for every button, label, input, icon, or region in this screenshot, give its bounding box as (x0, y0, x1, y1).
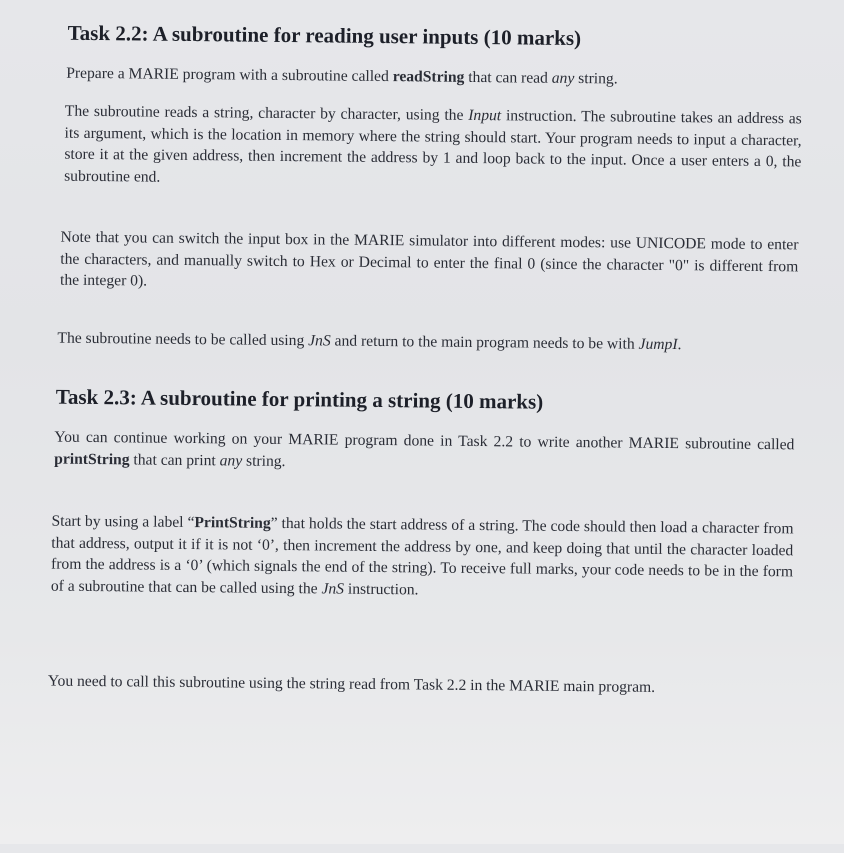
task-2-2-paragraph-1 (66, 63, 618, 90)
text-run: instruction. The subroutine takes an address as its argument, which is the location in memory where the string should start. Your program needs to input a character, store it at the given address, then increment the address by 1 and loop back to the input. Once a user enters a 0, the subroutine end. (64, 107, 802, 186)
task-2-2-paragraph-2 (64, 101, 802, 195)
text-run: The subroutine reads a string, character by character, using the (64, 102, 469, 124)
task-2-3-paragraph-1 (54, 427, 794, 478)
task-2-2-paragraph-4 (57, 328, 681, 356)
text-run: instruction. (343, 580, 419, 598)
text-run: Start by using a label “ (51, 512, 195, 532)
emphasis-any: any (551, 69, 575, 88)
task-2-2-title: Task 2.2: A subroutine for reading user inputs (10 marks) (67, 20, 582, 51)
readstring-keyword: readString (392, 68, 465, 86)
printstring-keyword: printString (54, 450, 130, 468)
text-run: . (677, 336, 682, 354)
input-instruction: Input (468, 106, 502, 125)
text-run: ” that holds the start address of a string. The code should then load a character from that address, output it if it is not ‘0’, then increment the address by one, and keep doing that until the character loaded from the address is a ‘0’ (which signals the end of the string). To receive full marks, your code needs to be in the form of a subroutine that can be called using the (50, 514, 794, 597)
text-run: You can continue working on your MARIE program done in Task 2.2 to write another MARIE subroutine called (54, 428, 795, 454)
text-run: Prepare a MARIE program with a subroutine called (66, 64, 393, 86)
task-2-3-paragraph-2 (51, 511, 794, 605)
text-run: that can read (464, 68, 552, 87)
jns-instruction: JnS (308, 332, 331, 350)
text-run: The subroutine needs to be called using (57, 329, 309, 350)
printstring-label: PrintString (194, 514, 271, 532)
text-run: string. (574, 70, 618, 88)
jns-instruction: JnS (321, 579, 345, 598)
jumpi-instruction: JumpI (638, 335, 678, 354)
task-2-2-paragraph-3: Note that you can switch the input box in the MARIE simulator into different modes: use UNICODE mode to enter the characters, and manually switch to Hex or Decimal to enter the final 0 (since the character "0" is different from the integer 0). (59, 228, 799, 290)
text-run: string. (242, 452, 286, 470)
text-run: that can print (129, 450, 220, 469)
task-2-3-paragraph-3: You need to call this subroutine using the string read from Task 2.2 in the MARIE main program. (47, 672, 656, 696)
emphasis-any: any (219, 451, 243, 470)
text-run: and return to the main program needs to be with (330, 332, 639, 353)
task-2-3-title: Task 2.3: A subroutine for printing a string (10 marks) (55, 384, 544, 414)
